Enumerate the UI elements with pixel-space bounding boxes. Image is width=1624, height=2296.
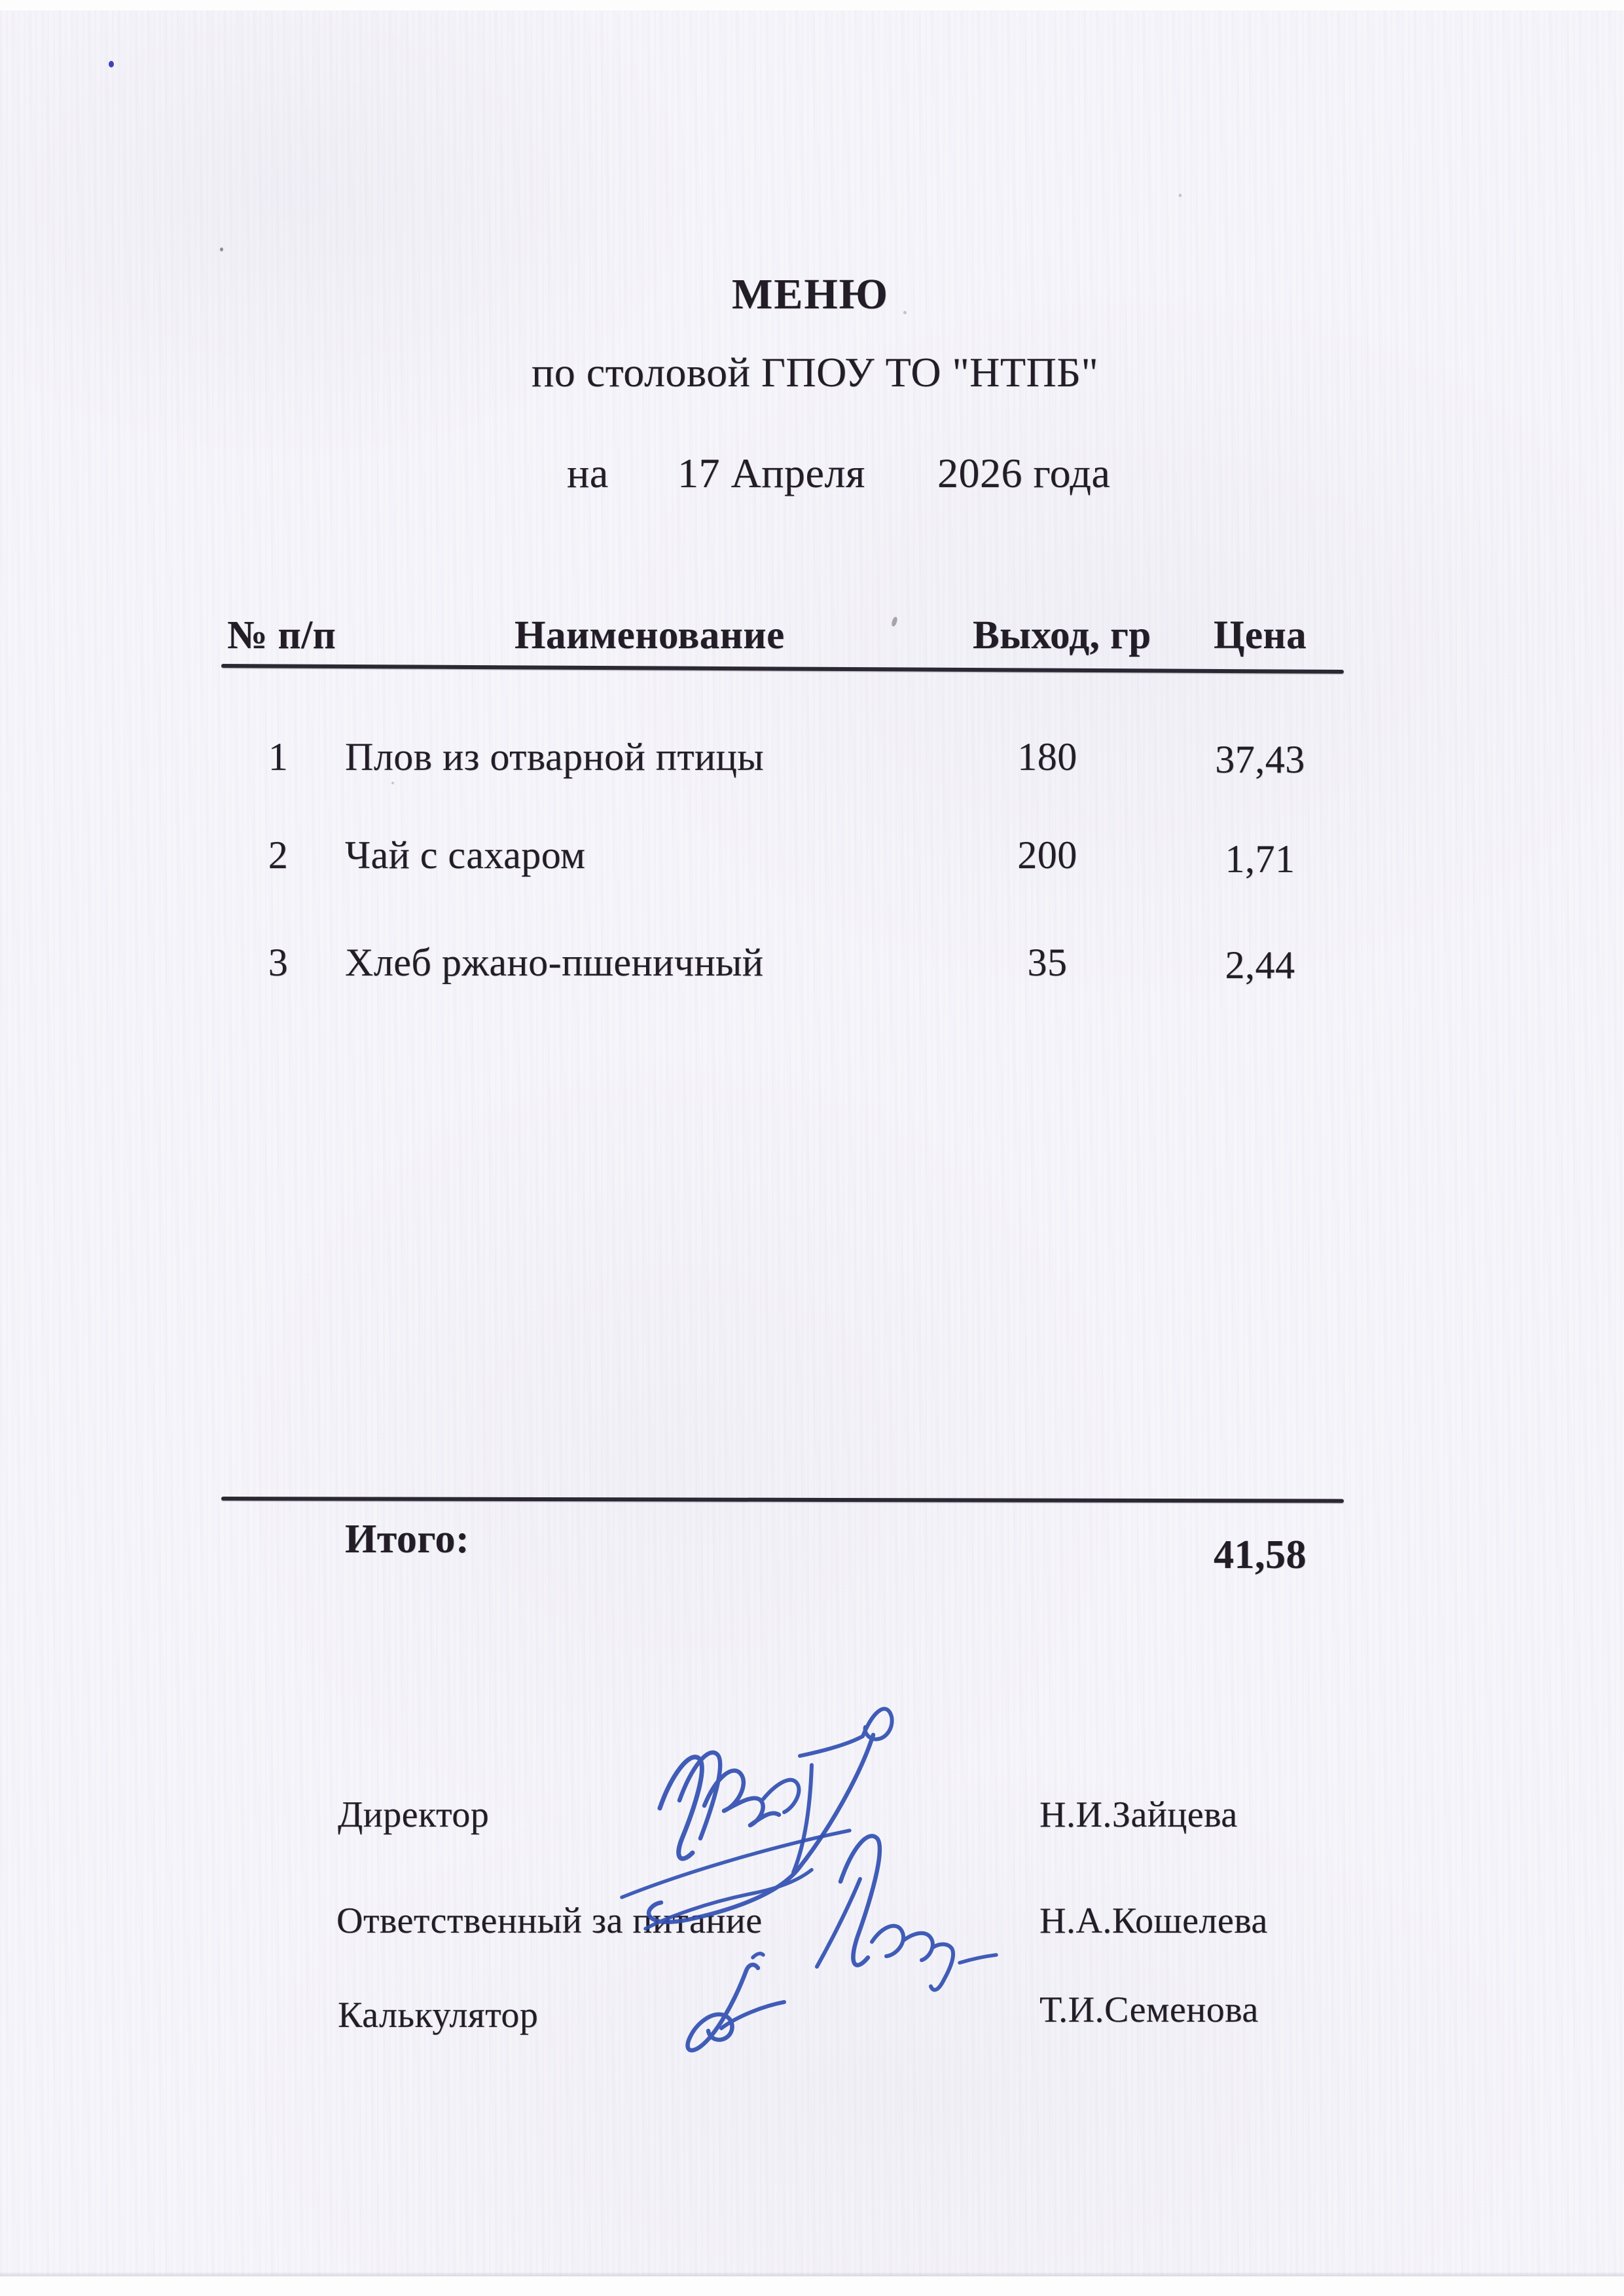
dust-speck [391, 782, 394, 784]
row-num: 3 [268, 941, 289, 984]
row-weight: 200 [1017, 833, 1077, 877]
column-header-price: Цена [1213, 613, 1307, 657]
row-price: 2,44 [1225, 943, 1295, 987]
page-title: МЕНЮ [732, 270, 889, 318]
page-subtitle: по столовой ГПОУ ТО "НТПБ" [532, 349, 1099, 395]
row-price: 1,71 [1225, 837, 1295, 881]
row-num: 1 [268, 735, 289, 778]
date-prefix: на [567, 450, 609, 496]
row-weight: 180 [1017, 735, 1077, 778]
date-day-month: 17 Апреля [677, 450, 865, 496]
signature-calculator-ink [688, 1954, 784, 2050]
signer-role: Калькулятор [338, 1995, 539, 2035]
date-year: 2026 года [937, 450, 1111, 496]
row-num: 2 [268, 833, 289, 877]
dust-speck [220, 247, 223, 251]
row-weight: 35 [1027, 941, 1068, 984]
blue-ink-speck [109, 61, 114, 67]
dust-speck [1179, 194, 1182, 197]
signer-name: Н.А.Кошелева [1039, 1901, 1268, 1941]
signer-role: Ответственный за питание [336, 1901, 763, 1941]
row-name: Хлеб ржано-пшеничный [345, 941, 764, 984]
total-value: 41,58 [1214, 1533, 1307, 1577]
signer-name: Т.И.Семенова [1039, 1990, 1259, 2030]
signer-role: Директор [338, 1795, 490, 1835]
signer-name: Н.И.Зайцева [1039, 1795, 1238, 1835]
dust-speck [903, 311, 907, 314]
row-name: Плов из отварной птицы [345, 735, 765, 778]
row-price: 37,43 [1215, 738, 1305, 781]
column-header-name: Наименование [514, 613, 785, 657]
row-name: Чай с сахаром [345, 833, 586, 877]
column-header-num: № п/п [227, 613, 336, 657]
total-label: Итого: [345, 1517, 470, 1561]
column-header-weight: Выход, гр [973, 613, 1151, 657]
